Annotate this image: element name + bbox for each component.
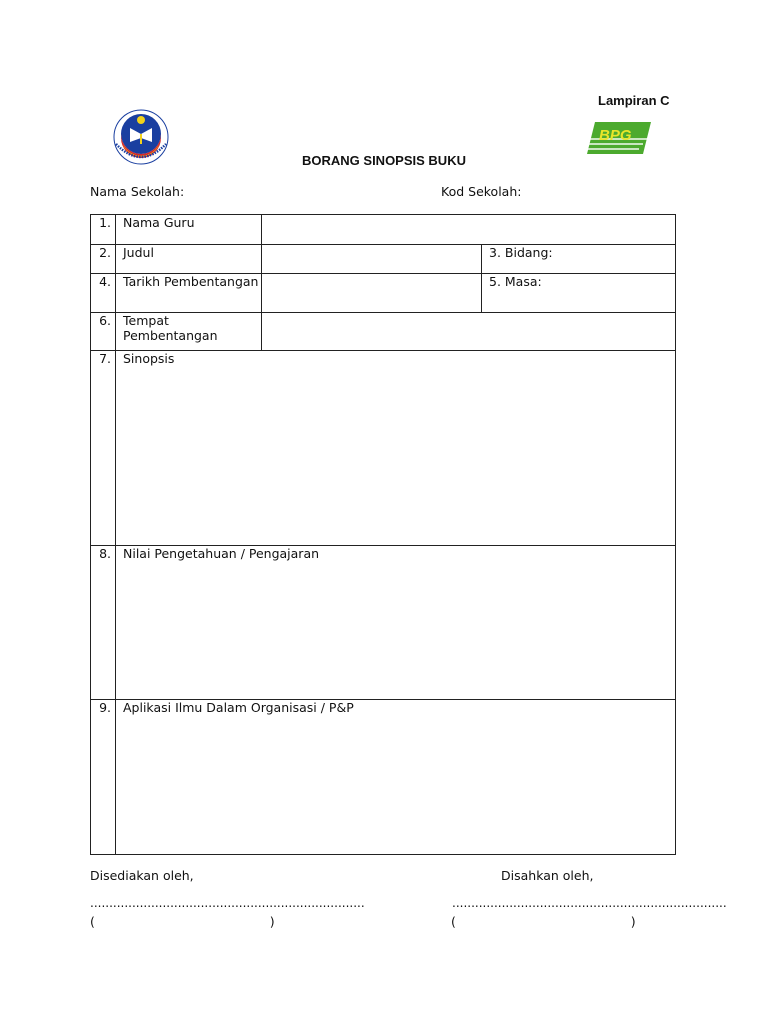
row-number: 2. (91, 245, 116, 274)
table-row (91, 351, 676, 546)
disahkan-label: Disahkan oleh, (501, 868, 594, 883)
nilai-field[interactable]: Nilai Pengetahuan / Pengajaran (116, 546, 676, 700)
row-number: 1. (91, 215, 116, 245)
judul-field[interactable] (262, 245, 482, 274)
table-row (91, 313, 676, 351)
table-row (91, 274, 676, 313)
lampiran-label: Lampiran C (598, 93, 670, 108)
sinopsis-field[interactable]: Sinopsis (116, 351, 676, 546)
row-label-tarikh: Tarikh Pembentangan (116, 274, 262, 313)
disediakan-label: Disediakan oleh, (90, 868, 194, 883)
name-bracket-left: ( ) (90, 914, 275, 929)
row-number: 6. (91, 313, 116, 351)
row-label-tempat: Tempat Pembentangan (116, 313, 262, 351)
synopsis-form-table (90, 214, 676, 855)
aplikasi-field[interactable]: Aplikasi Ilmu Dalam Organisasi / P&P (116, 700, 676, 855)
table-row (91, 546, 676, 700)
row-label-nama-guru: Nama Guru (116, 215, 262, 245)
signature-line-left: ........................................................................ (90, 896, 365, 910)
row-number: 7. (91, 351, 116, 546)
table-row (91, 215, 676, 245)
signature-line-right: ........................................................................ (452, 896, 727, 910)
nama-guru-field[interactable] (262, 215, 676, 245)
tempat-field[interactable] (262, 313, 676, 351)
row-number: 4. (91, 274, 116, 313)
name-bracket-right: ( ) (451, 914, 636, 929)
form-title: BORANG SINOPSIS BUKU (302, 153, 466, 168)
bidang-field[interactable]: 3. Bidang: (482, 245, 676, 274)
bpg-logo-text: BPG (599, 127, 632, 144)
kod-sekolah-label: Kod Sekolah: (441, 184, 522, 199)
nama-sekolah-label: Nama Sekolah: (90, 184, 185, 199)
row-number: 9. (91, 700, 116, 855)
row-number: 8. (91, 546, 116, 700)
tarikh-field[interactable] (262, 274, 482, 313)
row-label-judul: Judul (116, 245, 262, 274)
table-row (91, 245, 676, 274)
masa-field[interactable]: 5. Masa: (482, 274, 676, 313)
table-row (91, 700, 676, 855)
